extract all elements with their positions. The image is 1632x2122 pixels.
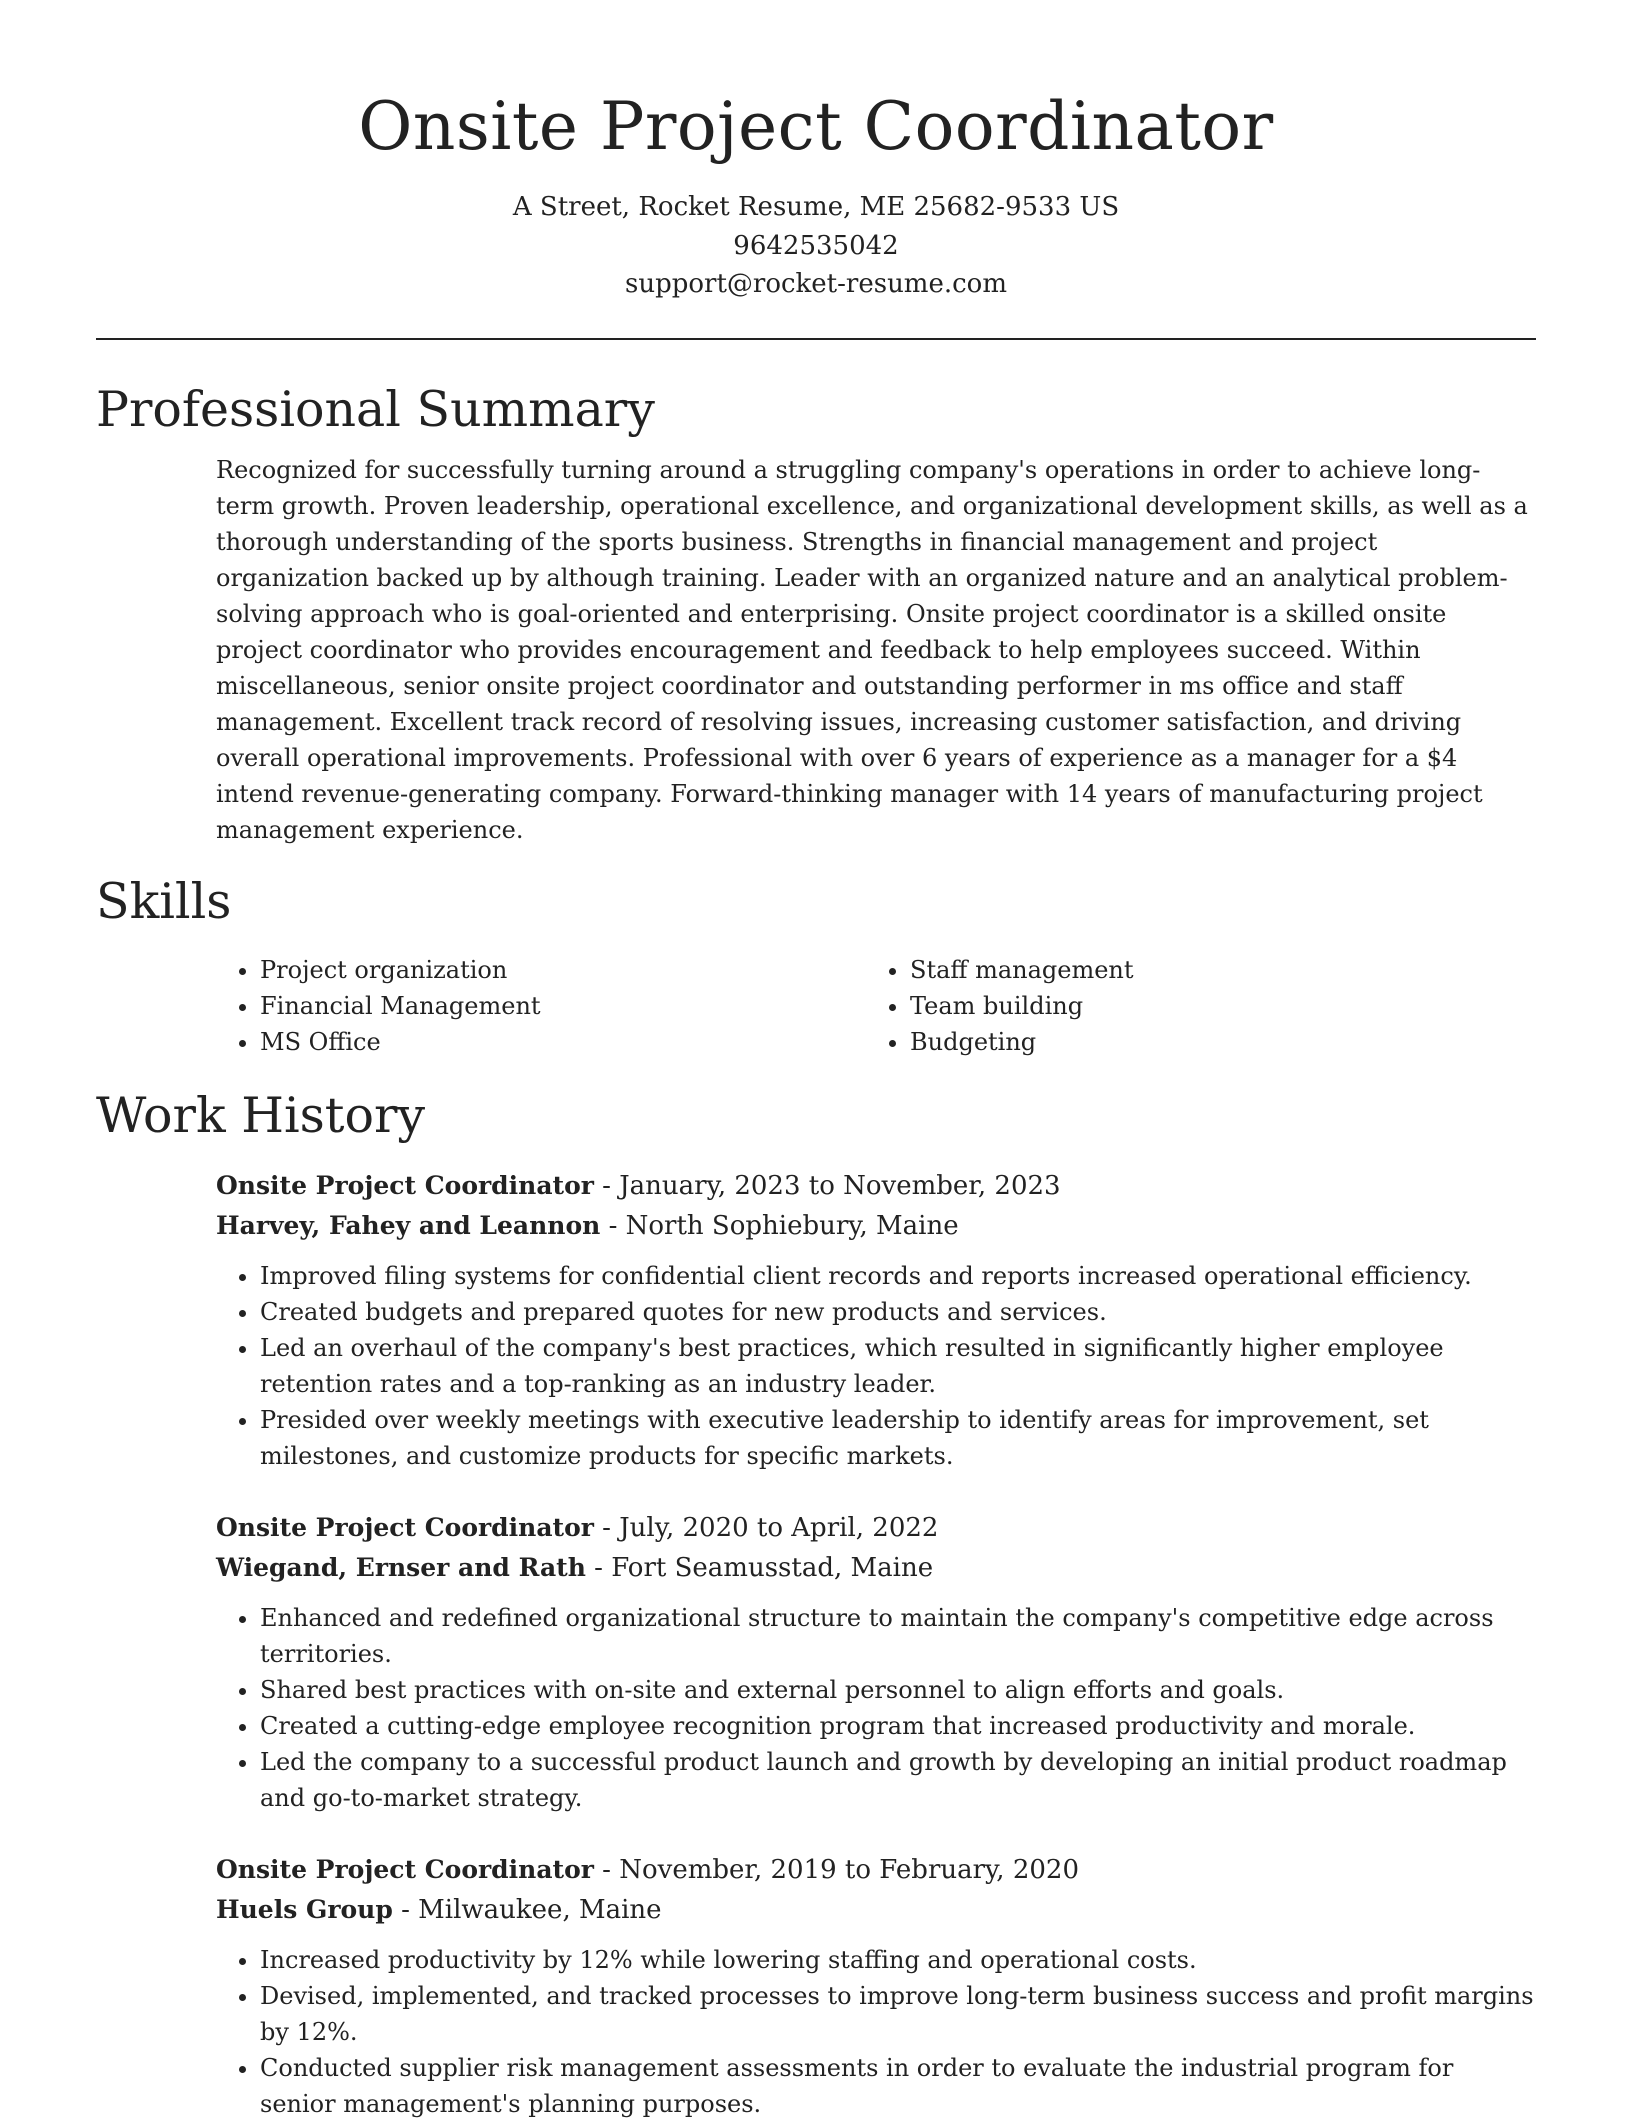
job-location: - Fort Seamusstad, Maine — [585, 1552, 934, 1583]
job-entry — [216, 1508, 1536, 1816]
skill-item: • Budgeting — [910, 1024, 1516, 1060]
phone: 9642535042 — [733, 230, 899, 261]
header-divider — [96, 338, 1536, 340]
skills-column-left — [216, 952, 866, 1060]
job-dates: - July, 2020 to April, 2022 — [593, 1512, 939, 1543]
job-bullets — [216, 1942, 1536, 2122]
job-bullet: • Led an overhaul of the company's best practices, which resulted in significantly higher employee retention rates and a top-ranking as an industry leader. — [260, 1330, 1536, 1402]
job-title-line — [216, 1166, 1536, 1206]
email: support@rocket-resume.com — [624, 269, 1007, 299]
job-location: - North Sophiebury, Maine — [600, 1210, 959, 1241]
job-company: Harvey, Fahey and Leannon — [216, 1210, 601, 1240]
skill-item: • Project organization — [260, 952, 866, 988]
section-title-summary: Professional Summary — [96, 380, 655, 438]
job-bullet: • Increased productivity by 12% while lowering staffing and operational costs. — [260, 1942, 1536, 1978]
job-location: - Milwaukee, Maine — [392, 1894, 662, 1925]
job-dates: - January, 2023 to November, 2023 — [593, 1170, 1061, 1201]
job-bullets — [216, 1258, 1536, 1474]
job-bullet: • Presided over weekly meetings with executive leadership to identify areas for improvement, set milestones, and customize products for specific markets. — [260, 1402, 1536, 1474]
job-position: Onsite Project Coordinator — [216, 1170, 594, 1200]
job-bullet: • Enhanced and redefined organizational structure to maintain the company's competitive edge across territories. — [260, 1600, 1536, 1672]
job-title-line — [216, 1508, 1536, 1548]
skill-item: • Staff management — [910, 952, 1516, 988]
skill-item: • Financial Management — [260, 988, 866, 1024]
job-bullet: • Improved filing systems for confidential client records and reports increased operational efficiency. — [260, 1258, 1536, 1294]
job-bullet: • Led the company to a successful product launch and growth by developing an initial product roadmap and go-to-market strategy. — [260, 1744, 1536, 1816]
job-bullet: • Devised, implemented, and tracked processes to improve long-term business success and profit margins by 12%. — [260, 1978, 1536, 2050]
skill-item: • MS Office — [260, 1024, 866, 1060]
job-title-line — [216, 1850, 1536, 1890]
contact-block — [96, 188, 1536, 304]
job-company-line — [216, 1890, 1536, 1930]
job-position: Onsite Project Coordinator — [216, 1512, 594, 1542]
skill-item: • Team building — [910, 988, 1516, 1024]
section-title-work-history: Work History — [96, 1086, 426, 1144]
job-bullet: • Conducted supplier risk management assessments in order to evaluate the industrial program for senior management's planning purposes. — [260, 2050, 1536, 2122]
skills-list — [216, 952, 1536, 1060]
job-bullets — [216, 1600, 1536, 1816]
summary-text: Recognized for successfully turning around a struggling company's operations in order to achieve long-term growth. Proven leadership, operational excellence, and organizational development skills, as well as a thorough understanding of the sports business. Strengths in financial management and project organization backed up by although training. Leader with an organized nature and an analytical problem-solving approach who is goal-oriented and enterprising. Onsite project coordinator is a skilled onsite project coordinator who provides encouragement and feedback to help employees succeed. Within miscellaneous, senior onsite project coordinator and outstanding performer in ms office and staff management. Excellent track record of resolving issues, increasing customer satisfaction, and driving overall operational improvements. Professional with over 6 years of experience as a manager for a $4 intend revenue-generating company. Forward-thinking manager with 14 years of manufacturing project management experience. — [216, 455, 1528, 844]
job-dates: - November, 2019 to February, 2020 — [593, 1854, 1079, 1885]
job-bullet: • Shared best practices with on-site and external personnel to align efforts and goals. — [260, 1672, 1536, 1708]
job-company-line — [216, 1548, 1536, 1588]
job-company: Wiegand, Ernser and Rath — [216, 1552, 586, 1582]
job-position: Onsite Project Coordinator — [216, 1854, 594, 1884]
resume-page — [96, 0, 1536, 2122]
job-bullet: • Created a cutting-edge employee recognition program that increased productivity and morale. — [260, 1708, 1536, 1744]
candidate-name: Onsite Project Coordinator — [358, 88, 1274, 165]
skills-column-right — [866, 952, 1516, 1060]
resume-header — [96, 0, 1536, 304]
job-bullet: • Created budgets and prepared quotes for new products and services. — [260, 1294, 1536, 1330]
job-entry — [216, 1850, 1536, 2122]
section-title-skills: Skills — [96, 872, 232, 930]
address: A Street, Rocket Resume, ME 25682-9533 US — [512, 192, 1120, 222]
job-entry — [216, 1166, 1536, 1474]
job-company-line — [216, 1206, 1536, 1246]
job-company: Huels Group — [216, 1894, 393, 1924]
